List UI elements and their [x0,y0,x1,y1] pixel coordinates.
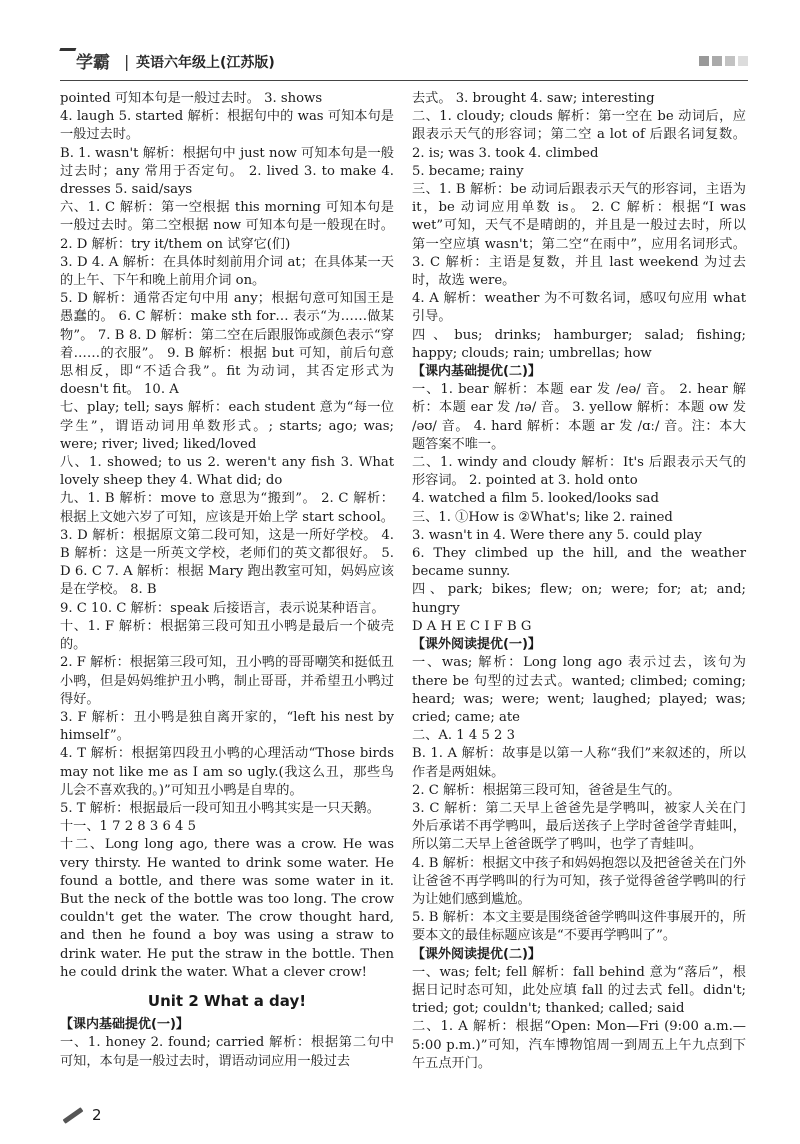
answer-line: B. 1. A 解析：故事是以第一人称“我们”来叙述的，所以作者是两姐妹。 [412,746,746,780]
answer-line: 二、1. A 解析：根据“Open: Mon—Fri (9:00 a.m.—5:00 p.m.)”可知，汽车博物馆周一到周五上午九点到下午五点开门。 [412,1019,746,1071]
answer-line: 4. A 解析：weather 为不可数名词，感叹句应用 what 引导。 [412,291,746,325]
graduation-cap-icon [56,48,77,61]
answer-line: 4. T 解析：根据第四段丑小鸭的心理活动“Those birds may not like me as I am so ugly.(我这么丑，那些鸟儿会不喜欢我的。)”可知丑小鸭是自卑的。 [60,746,394,798]
answer-line: D A H E C I F B G [412,618,532,634]
answer-line: 3. wasn't in 4. Were there any 5. could play [412,527,702,543]
answer-line: 二、1. cloudy; clouds 解析：第一空在 be 动词后，应跟表示天气的形容词；第二空 a lot of 后跟名词复数。 2. is; was 3. took 4. climbed [412,109,746,161]
answer-line: 十二、Long long ago, there was a crow. He was very thirsty. He wanted to drink some water. He found a bottle, and there was some water in it. But the neck of the bottle was too long. The crow couldn't get the water. The crow thought hard, and then he found a boy was using a straw to drink water. He put the straw in the bottle. Then he could drink the water. What a clever crow! [60,837,394,980]
answer-line: 三、1. B 解析：be 动词后跟表示天气的形容词，主语为 it，be 动词应用单数 is。 2. C 解析：根据“I was wet”可知，天气不是晴朗的，并且是一般过去时，所以第一空应填 wasn't；第二空“在雨中”，应用名词形式。 3. C 解析：主语是复数，并且 last weekend 为过去时，故选 were。 [412,182,746,289]
answer-line: 十、1. F 解析：根据第三段可知丑小鸭是最后一个破壳的。 [60,618,394,653]
answer-line: 4. B 解析：根据文中孩子和妈妈抱怨以及把爸爸关在门外让爸爸不再学鸭叫的行为可知，孩子觉得爸爸学鸭叫的行为让她们感到尴尬。 [412,855,746,907]
answer-line: 4. laugh 5. started 解析：根据句中的 was 可知本句是一般过去时。 [60,109,394,143]
answer-line: 九、1. B 解析：move to 意思为“搬到”。 2. C 解析：根据上文她六岁了可知，应该是开始上学 start school。 3. D 解析：根据原文第二段可知，这是一所好学校。 4. B 解析：这是一所英文学校，老师们的英文都很好。 5. D 6. C 7. A 解析：根据 Mary 跑出教室可知，妈妈应该是在学校。 8. B [60,491,394,598]
pencil-icon [63,1107,84,1124]
answer-line: pointed 可知本句是一般过去时。 3. shows [60,91,323,106]
page-header [58,44,748,78]
left-column [60,90,394,1071]
answer-line: 十一、1 7 2 8 3 6 4 5 [60,819,197,835]
answer-line: 八、1. showed; to us 2. weren't any fish 3. What lovely sheep they 4. What did; do [60,455,394,489]
answer-line: 三、1. ①How is ②What's; like 2. rained [412,509,673,525]
page-number: 2 [92,1106,102,1124]
answer-line: 3. D 4. A 解析：在具体时刻前用介词 at；在具体某一天的上午、下午和晚上前用介词 on。 [60,254,394,289]
answer-line: 9. C 10. C 解析：speak 后接语言，表示说某种语言。 [60,600,385,616]
section-heading: 【课内基础提优(二)】 [412,364,541,380]
answer-line: 2. F 解析：根据第三段可知，丑小鸭的哥哥嘲笑和挺低丑小鸭，但是妈妈维护丑小鸭，制止哥哥，并希望丑小鸭过得好。 [60,655,394,707]
header-rule [60,80,748,81]
logo-text: 学霸 [76,53,110,73]
answer-line: 一、was; felt; fell 解析：fall behind 意为“落后”，根据日记时态可知，此处应填 fall 的过去式 fell。didn't; tried; got; couldn't; thanked; called; said [412,964,746,1017]
answer-line: 5. T 解析：根据最后一段可知丑小鸭其实是一只天鹅。 [60,800,380,816]
right-column [412,90,746,1073]
answer-line: B. 1. wasn't 解析：根据句中 just now 可知本句是一般过去时；any 常用于否定句。 2. lived 3. to make 4. dresses 5. said/says [60,145,394,198]
answer-line: 二、A. 1 4 5 2 3 [412,728,516,744]
answer-line: 四、bus; drinks; hamburger; salad; fishing; happy; clouds; rain; umbrellas; how [412,327,746,361]
answer-line: 一、1. honey 2. found; carried 解析：根据第二句中可知，本句是一般过去时，谓语动词应用一般过去 [60,1035,394,1069]
answer-line: 6. They climbed up the hill, and the weather became sunny. [412,546,746,580]
section-heading: 【课外阅读提优(二)】 [412,946,541,962]
section-heading: 【课内基础提优(一)】 [60,1017,189,1033]
decorative-squares [699,56,748,66]
answer-line: 5. D 解析：通常否定句中用 any；根据句意可知国王是愚蠢的。 6. C 解析：make sth for… 表示“为……做某物”。 7. B 8. D 解析：第二空在后跟服饰或颜色表示“穿着……的衣服”。 9. B 解析：根据 but 可知，前后句意思相反，即“不适合我”。fit 为动词，其否定形式为 doesn't fit。 10. A [60,291,394,398]
answer-line: 二、1. windy and cloudy 解析：It's 后跟表示天气的形容词。 2. pointed at 3. hold onto [412,455,746,489]
answer-line: 一、was; 解析：Long long ago 表示过去，该句为 there be 句型的过去式。wanted; climbed; coming; heard; was; were; went; laughed; played; was; cried; came; ate [412,655,746,725]
unit-title: Unit 2 What a day! [147,991,307,1010]
answer-line: 去式。 3. brought 4. saw; interesting [412,91,655,106]
answer-line: 5. B 解析：本文主要是围绕爸爸学鸭叫这件事展开的，所要本文的最佳标题应该是“不要再学鸭叫了”。 [412,910,746,944]
page-footer [62,1106,102,1124]
answer-line: 3. C 解析：第二天早上爸爸先是学鸭叫，被家人关在门外后承诺不再学鸭叫，最后送孩子上学时爸爸学青蛙叫，所以第二天早上爸爸既学了鸭叫，也学了青蛙叫。 [412,800,746,853]
answer-line: 5. became; rainy [412,163,524,179]
answer-line: 七、play; tell; says 解析：each student 意为“每一位学生”，谓语动词用单数形式。; starts; ago; was; were; river; lived; liked/loved [60,400,394,452]
answer-line: 2. C 解析：根据第三段可知，爸爸是生气的。 [412,782,681,798]
answer-line: 六、1. C 解析：第一空根据 this morning 可知本句是一般过去时。第二空根据 now 可知本句是一般现在时。 2. D 解析：try it/them on 试穿它(们) [60,200,394,252]
answer-line: 4. watched a film 5. looked/looks sad [412,491,659,507]
section-heading: 【课外阅读提优(一)】 [412,637,541,653]
header-separator: | [124,52,130,71]
answer-line: 四、park; bikes; flew; on; were; for; at; and; hungry [412,582,746,616]
answer-line: 3. F 解析：丑小鸭是独自离开家的，“left his nest by himself”。 [60,709,394,744]
book-title: 英语六年级上(江苏版) [136,55,275,71]
answer-line: 一、1. bear 解析：本题 ear 发 /eə/ 音。 2. hear 解析：本题 ear 发 /ɪə/ 音。 3. yellow 解析：本题 ow 发 /əʊ/ 音。 4. hard 解析：本题 ar 发 /ɑː/ 音。注：本大题答案不唯一。 [412,382,746,452]
brand-logo [58,48,110,73]
